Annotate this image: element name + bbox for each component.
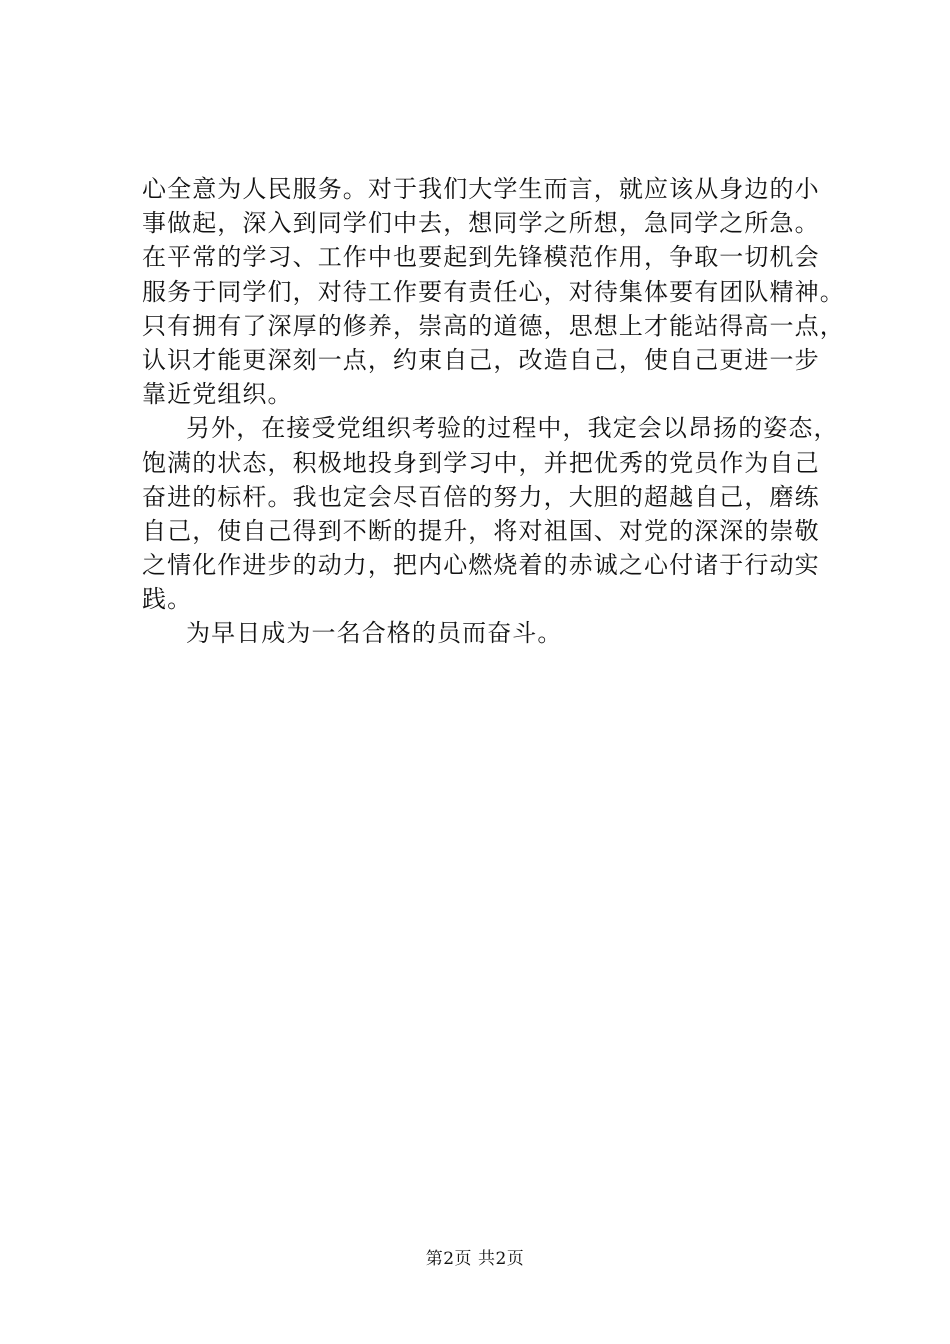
text-line: 事做起，深入到同学们中去，想同学之所想，急同学之所急。 [142, 209, 820, 238]
paragraph-start-line: 为早日成为一名合格的员而奋斗。 [186, 619, 563, 648]
text-line: 服务于同学们，对待工作要有责任心，对待集体要有团队精神。 [142, 277, 845, 306]
text-line: 只有拥有了深厚的修养，崇高的道德，思想上才能站得高一点， [142, 311, 845, 340]
text-line: 饱满的状态，积极地投身到学习中，并把优秀的党员作为自己 [142, 448, 820, 477]
page-number-footer: 第2页 共2页 [425, 1249, 525, 1269]
text-line: 心全意为人民服务。对于我们大学生而言，就应该从身边的小 [142, 175, 820, 203]
text-line: 奋进的标杆。我也定会尽百倍的努力，大胆的超越自己，磨练 [142, 482, 820, 511]
text-line: 认识才能更深刻一点，约束自己，改造自己，使自己更进一步 [142, 345, 820, 374]
body-text [142, 172, 862, 651]
text-line: 践。 [142, 585, 193, 614]
text-line: 在平常的学习、工作中也要起到先锋模范作用，争取一切机会 [142, 243, 820, 272]
text-line: 自己，使自己得到不断的提升，将对祖国、对党的深深的崇敬 [142, 516, 820, 545]
paragraph-start-line: 另外，在接受党组织考验的过程中，我定会以昂扬的姿态， [186, 414, 839, 443]
text-line: 之情化作进步的动力，把内心燃烧着的赤诚之心付诸于行动实 [142, 551, 820, 580]
text-line: 靠近党组织。 [142, 380, 293, 409]
